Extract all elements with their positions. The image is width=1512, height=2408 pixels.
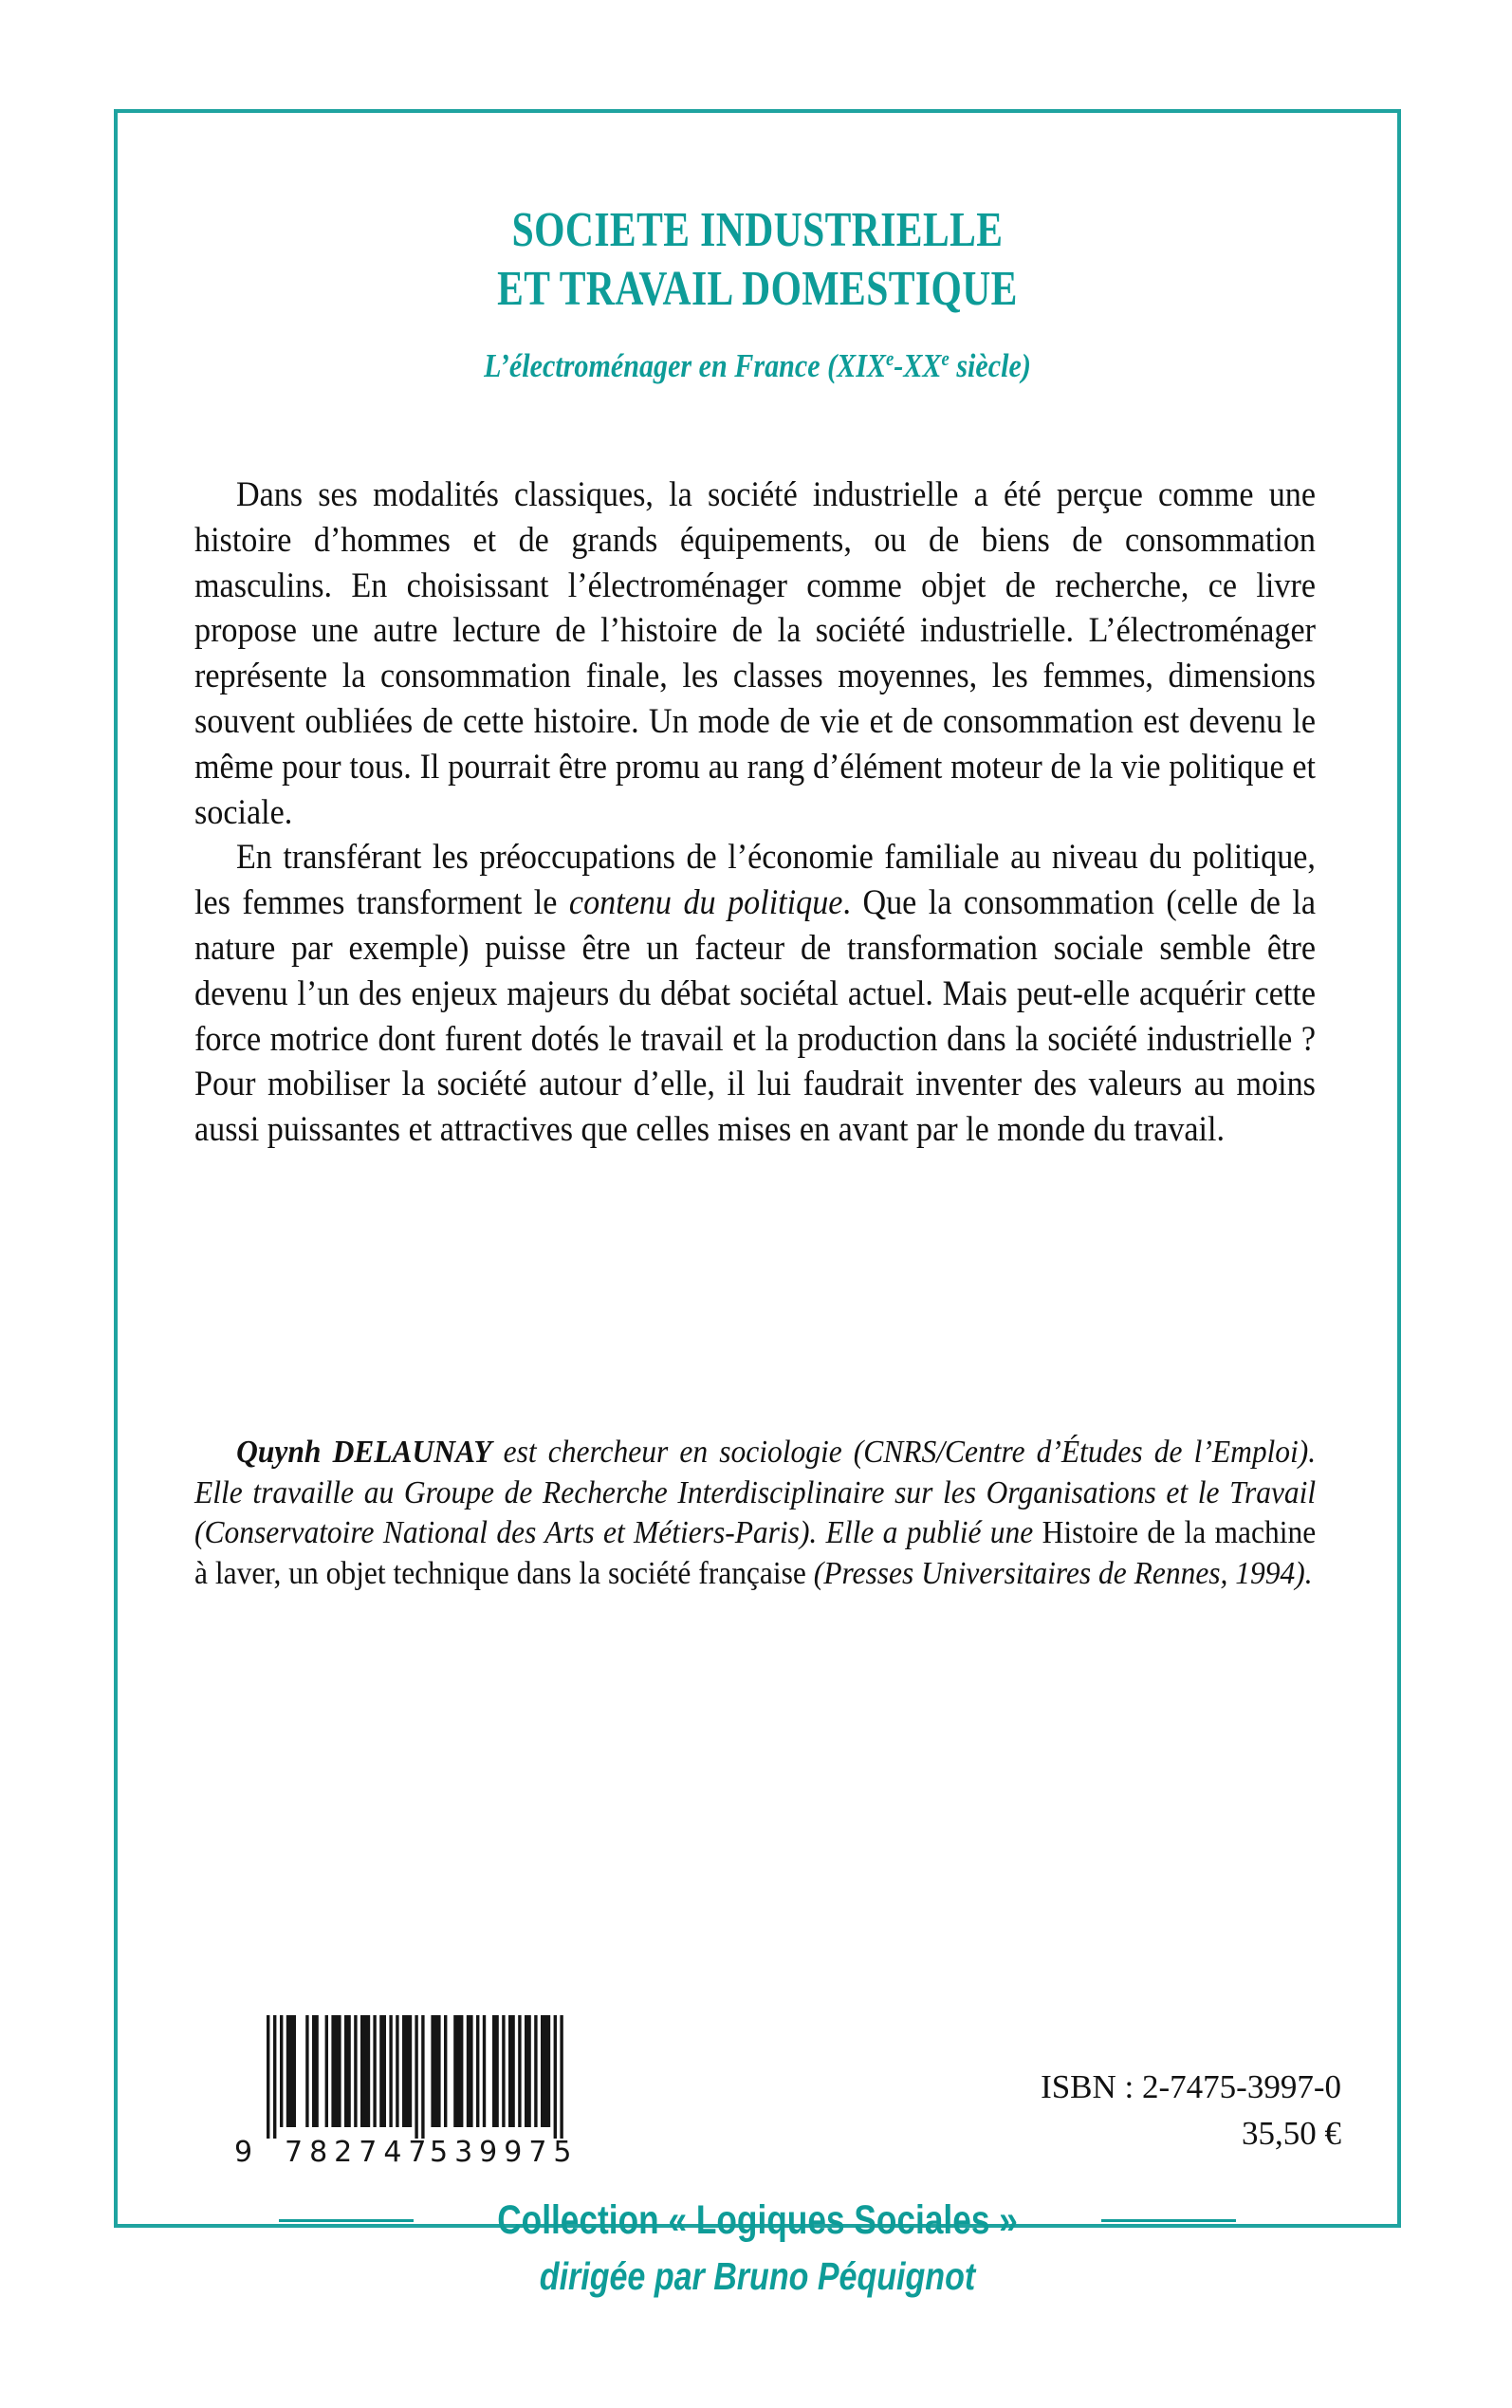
price-value: 35,50 € — [1242, 2115, 1341, 2152]
subtitle-suffix: siècle) — [949, 346, 1031, 384]
book-title-line-2: ET TRAVAIL DOMESTIQUE — [497, 262, 1018, 316]
cover-border-frame — [114, 109, 1401, 2228]
blurb-paragraph-1-text: Dans ses modalités classiques, la société industrielle a été perçue comme une histoire d’hommes et de grands équipements, ou de biens de consommation masculins. En choisissant l’électroménager comme objet de recherche, ce livre propose une autre lecture de l’histoire de la société industrielle. L’électroménager représente la consommation finale, les classes moyennes, les femmes, dimensions souvent oubliées de cette histoire. Un mode de vie et de consommation est devenu le même pour tous. Il pourrait être promu au rang d’élément moteur de la vie politique et sociale. — [194, 474, 1316, 831]
title-block — [114, 201, 1401, 387]
book-subtitle — [204, 338, 1311, 387]
blurb-p2-emphasis: contenu du politique — [568, 882, 843, 922]
isbn-price-block — [1041, 2064, 1341, 2157]
footer-rule-left — [279, 2219, 414, 2222]
blurb-paragraph-1 — [194, 472, 1316, 834]
blurb-text — [194, 472, 1316, 1152]
subtitle-superscript-2: e — [941, 347, 950, 370]
blurb-p2-part-1: En transférant les préoccupations de l’économie familiale au niveau du politique, les femmes transforment le — [194, 837, 1316, 922]
barcode-lead-digit: 9 — [234, 2136, 253, 2167]
footer-rule-right — [1101, 2219, 1236, 2222]
author-name: Quynh DELAUNAY — [236, 1435, 492, 1470]
barcode-right-group: 539975 — [430, 2136, 579, 2167]
barcode-left-group: 782747 — [285, 2136, 433, 2167]
author-bio-text — [194, 1433, 1316, 1594]
blurb-paragraph-2-text — [194, 834, 1316, 1152]
author-bio-part-1: est chercheur en sociologie (CNRS/Centre d’Études de l’Emploi). Elle travaille au Groupe de Recherche Interdisciplinaire sur les Organisations et le Travail (Conservatoire National des Arts et Métiers-Paris). Elle a publié une — [194, 1435, 1317, 1551]
author-previous-book-title: Histoire de la machine à laver, un objet technique dans la société française — [194, 1515, 1317, 1591]
subtitle-prefix: L’électroménager en France (XIX — [484, 346, 887, 384]
collection-director: dirigée par Bruno Péquignot — [539, 2254, 976, 2298]
blurb-paragraph-2 — [194, 834, 1316, 1152]
book-title-line-1: SOCIETE INDUSTRIELLE — [511, 203, 1004, 257]
isbn-value: ISBN : 2-7475-3997-0 — [1041, 2068, 1341, 2105]
author-bio-part-2: (Presses Universitaires de Rennes, 1994). — [805, 1555, 1313, 1591]
author-bio — [194, 1433, 1316, 1594]
subtitle-mid: -XX — [894, 346, 942, 384]
collection-footer — [114, 2197, 1401, 2299]
ean13-barcode — [232, 2008, 585, 2167]
blurb-p2-part-2: . Que la consommation (celle de la nature par exemple) puisse être un facteur de transformation sociale semble être devenu l’un des enjeux majeurs du débat sociétal actuel. Mais peut-elle acquérir cette force motrice dont furent dotés le travail et la production dans la société industrielle ? Pour mobiliser la société autour d’elle, il lui faudrait inventer des valeurs au moins aussi puissantes et attractives que celles mises en avant par le monde du travail. — [194, 882, 1316, 1149]
subtitle-superscript-1: e — [886, 347, 894, 370]
collection-row — [114, 2197, 1401, 2243]
collection-name: Collection « Logiques Sociales » — [497, 2197, 1018, 2243]
